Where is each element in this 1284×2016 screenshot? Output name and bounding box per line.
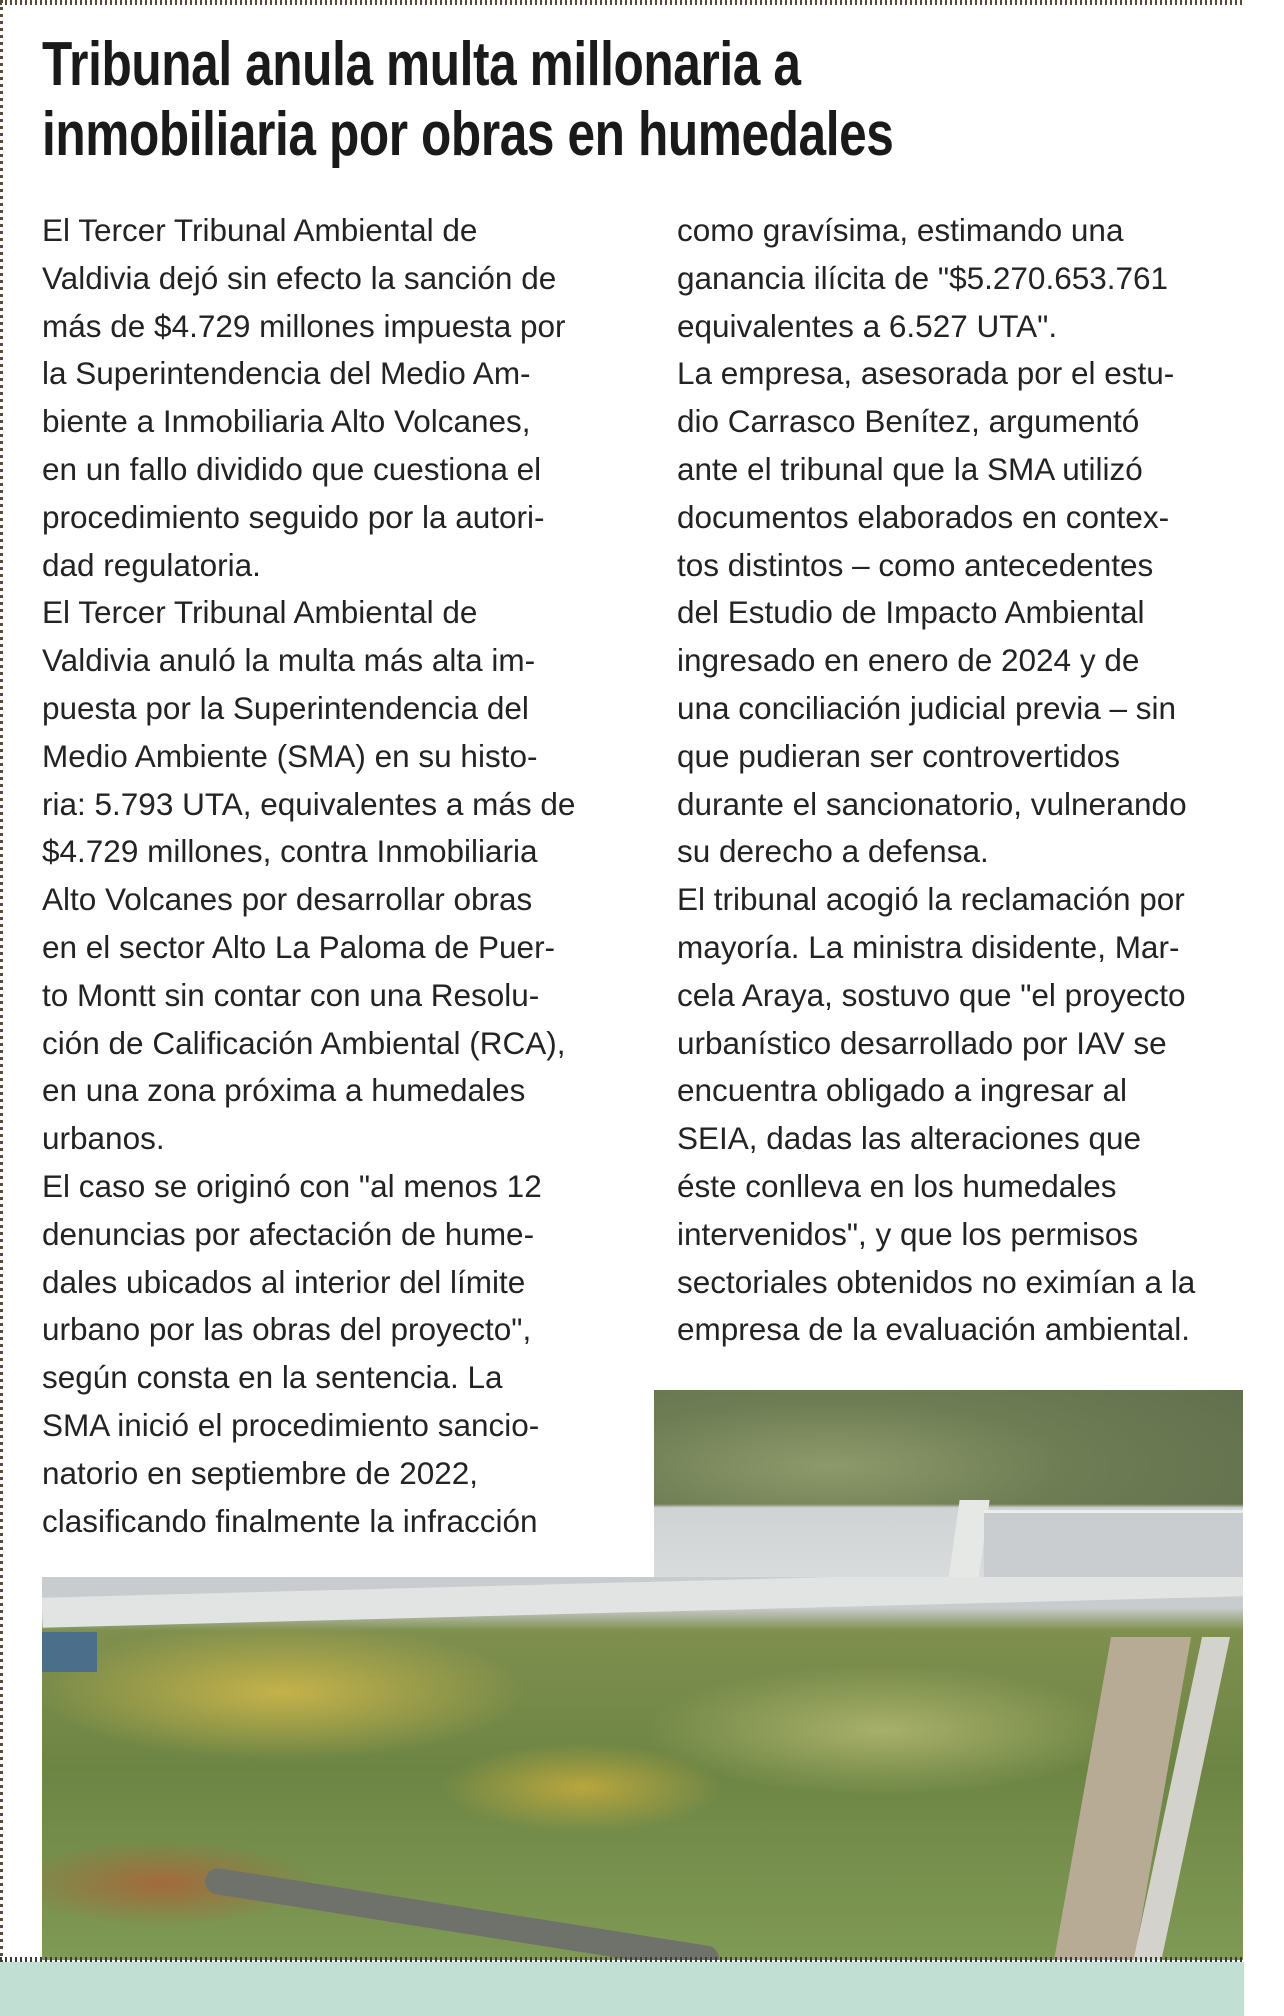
article-text-line: urbanos.	[42, 1120, 165, 1157]
article-text-line: dales ubicados al interior del límite	[42, 1263, 526, 1300]
article-text-line: puesta por la Superintendencia del	[42, 689, 529, 726]
article-text-line: ción de Calificación Ambiental (RCA),	[42, 1024, 566, 1061]
article-text-line: empresa de la evaluación ambiental.	[677, 1311, 1191, 1348]
article-text-line: cela Araya, sostuvo que "el proyecto	[677, 976, 1186, 1013]
article-text-line: Medio Ambiente (SMA) en su histo-	[42, 737, 538, 774]
article-text-line: la Superintendencia del Medio Am-	[42, 355, 531, 392]
aerial-photo-wetlands	[42, 1577, 1243, 1960]
article-text-line: en el sector Alto La Paloma de Puer-	[42, 928, 556, 965]
photo-building	[42, 1632, 97, 1672]
headline-line: Tribunal anula multa millonaria a	[42, 30, 801, 99]
article-text-line: ganancia ilícita de "$5.270.653.761	[677, 259, 1169, 296]
article-text-line: procedimiento seguido por la autori-	[42, 498, 545, 535]
article-text-line: una conciliación judicial previa – sin	[677, 689, 1177, 726]
article-text-line: sectoriales obtenidos no eximían a la	[677, 1263, 1196, 1300]
headline	[42, 30, 893, 170]
article-text-line: El Tercer Tribunal Ambiental de	[42, 212, 478, 248]
aerial-photo-upper	[654, 1390, 1243, 1580]
article-column-2	[677, 207, 1195, 1354]
article-text-line: encuentra obligado a ingresar al	[677, 1072, 1128, 1109]
article-text-line: equivalentes a 6.527 UTA".	[677, 307, 1058, 344]
article-text-line: ria: 5.793 UTA, equivalentes a más de	[42, 785, 576, 822]
article-text-line: dad regulatoria.	[42, 546, 261, 583]
dotted-border-bottom	[0, 1957, 1244, 1962]
footer-band	[0, 1962, 1244, 2016]
article-text-line: La empresa, asesorada por el estu-	[677, 355, 1175, 392]
article-text-line: mayoría. La ministra disidente, Mar-	[677, 928, 1180, 965]
article-text-line: que pudieran ser controvertidos	[677, 737, 1121, 774]
article-text-line: natorio en septiembre de 2022,	[42, 1454, 479, 1491]
article-text-line: biente a Inmobiliaria Alto Volcanes,	[42, 403, 531, 440]
photo-paved-area	[984, 1510, 1243, 1580]
article-text-line: El tribunal acogió la reclamación por	[677, 881, 1185, 918]
dotted-border-left	[0, 0, 3, 1962]
article-text-line: $4.729 millones, contra Inmobiliaria	[42, 833, 538, 870]
article-text-line: clasificando finalmente la infracción	[42, 1502, 538, 1539]
article-text-line: del Estudio de Impacto Ambiental	[677, 594, 1145, 631]
article-text-line: Alto Volcanes por desarrollar obras	[42, 881, 533, 918]
article-text-line: documentos elaborados en contex-	[677, 498, 1170, 535]
photo-road	[42, 1577, 1243, 1628]
article-text-line: ingresado en enero de 2024 y de	[677, 642, 1140, 679]
article-text-line: intervenidos", y que los permisos	[677, 1215, 1139, 1252]
article-text-line: Valdivia anuló la multa más alta im-	[42, 642, 536, 679]
article-text-line: urbanístico desarrollado por IAV se	[677, 1024, 1167, 1061]
article-text-line: dio Carrasco Benítez, argumentó	[677, 403, 1140, 440]
article-text-line: ante el tribunal que la SMA utilizó	[677, 450, 1143, 487]
article-text-line: El caso se originó con "al menos 12	[42, 1167, 542, 1204]
article-text-line: éste conlleva en los humedales	[677, 1167, 1117, 1204]
article-text-line: urbano por las obras del proyecto",	[42, 1311, 532, 1348]
article-text-line: como gravísima, estimando una	[677, 212, 1124, 248]
article-text-line: denuncias por afectación de hume-	[42, 1215, 535, 1252]
article-text-line: tos distintos – como antecedentes	[677, 546, 1154, 583]
article-text-line: más de $4.729 millones impuesta por	[42, 307, 566, 344]
article-column-1	[42, 207, 575, 1545]
article-text-line: su derecho a defensa.	[677, 833, 989, 870]
article-text-line: según consta en la sentencia. La	[42, 1359, 503, 1396]
article-text-line: El Tercer Tribunal Ambiental de	[42, 594, 478, 631]
dotted-border-top	[0, 0, 1244, 5]
headline-line: inmobiliaria por obras en humedales	[42, 100, 894, 169]
article-text-line: SMA inició el procedimiento sancio-	[42, 1406, 540, 1443]
photo-path	[203, 1866, 721, 1960]
article-text-line: Valdivia dejó sin efecto la sanción de	[42, 259, 557, 296]
article-text-line: en una zona próxima a humedales	[42, 1072, 526, 1109]
article-text-line: en un fallo dividido que cuestiona el	[42, 450, 542, 487]
article-text-line: SEIA, dadas las alteraciones que	[677, 1120, 1142, 1157]
article-text-line: durante el sancionatorio, vulnerando	[677, 785, 1187, 822]
article-text-line: to Montt sin contar con una Resolu-	[42, 976, 540, 1013]
